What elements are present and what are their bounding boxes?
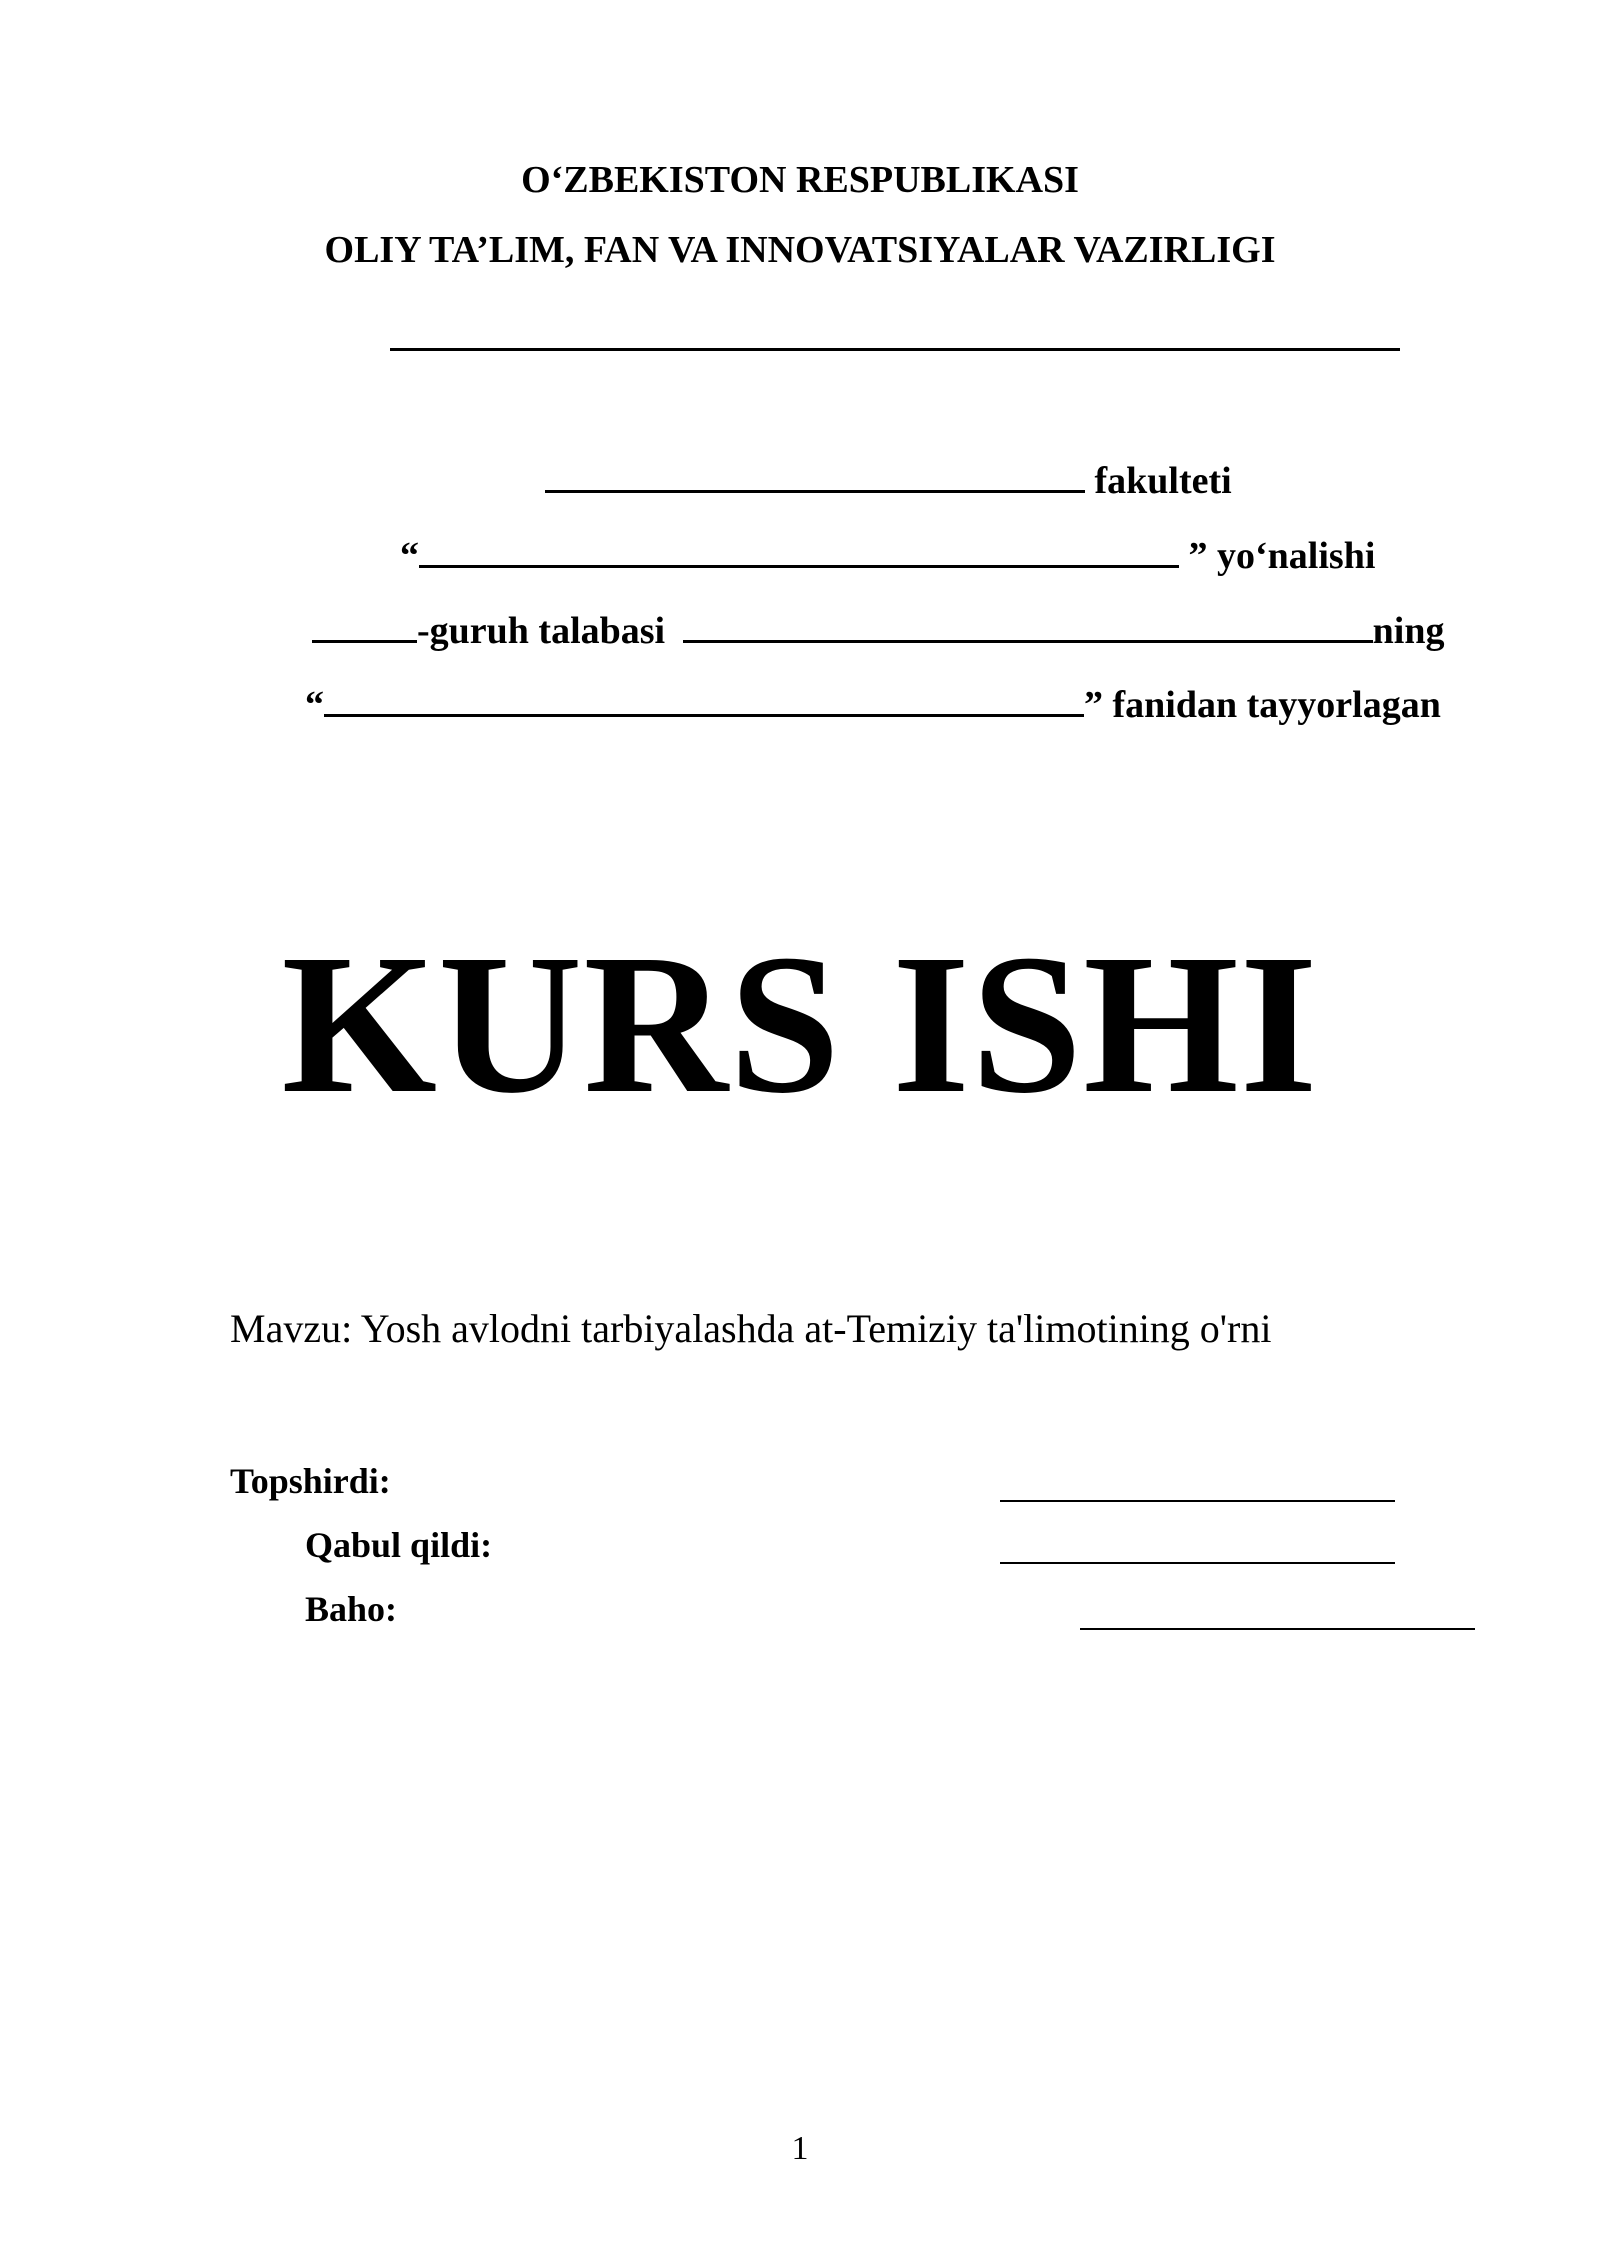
document-title: KURS ISHI bbox=[281, 914, 1319, 1135]
subject-open-quote: “ bbox=[305, 683, 324, 726]
faculty-line bbox=[545, 450, 1232, 503]
ministry-heading: OLIY TA’LIM, FAN VA INNOVATSIYALAR VAZIRLIGI bbox=[324, 229, 1276, 271]
direction-open-quote: “ bbox=[400, 534, 419, 577]
subject-line bbox=[305, 674, 1441, 727]
group-blank bbox=[312, 600, 417, 643]
direction-line bbox=[400, 525, 1375, 578]
subject-label: ” fanidan tayyorlagan bbox=[1084, 683, 1441, 726]
student-name-blank bbox=[683, 600, 1373, 643]
submitted-label: Topshirdi: bbox=[230, 1461, 391, 1501]
faculty-blank bbox=[545, 450, 1085, 493]
submitted-blank bbox=[1000, 1500, 1395, 1502]
direction-label: ” yo‘nalishi bbox=[1188, 534, 1376, 577]
student-line bbox=[312, 600, 1444, 653]
accepted-blank bbox=[1000, 1562, 1395, 1564]
grade-label: Baho: bbox=[305, 1589, 398, 1629]
page-number: 1 bbox=[791, 2130, 809, 2167]
direction-blank bbox=[419, 525, 1179, 568]
group-label: -guruh talabasi bbox=[417, 609, 666, 652]
country-heading: O‘ZBEKISTON RESPUBLIKASI bbox=[521, 159, 1079, 201]
topic-text: Mavzu: Yosh avlodni tarbiyalashda at-Temiziy ta'limotining o'rni bbox=[230, 1306, 1272, 1351]
student-suffix: ning bbox=[1372, 609, 1445, 652]
institution-blank-line bbox=[390, 348, 1400, 351]
accepted-label: Qabul qildi: bbox=[305, 1525, 493, 1565]
grade-blank bbox=[1080, 1628, 1475, 1630]
subject-blank bbox=[324, 674, 1084, 717]
faculty-label: fakulteti bbox=[1094, 459, 1232, 502]
